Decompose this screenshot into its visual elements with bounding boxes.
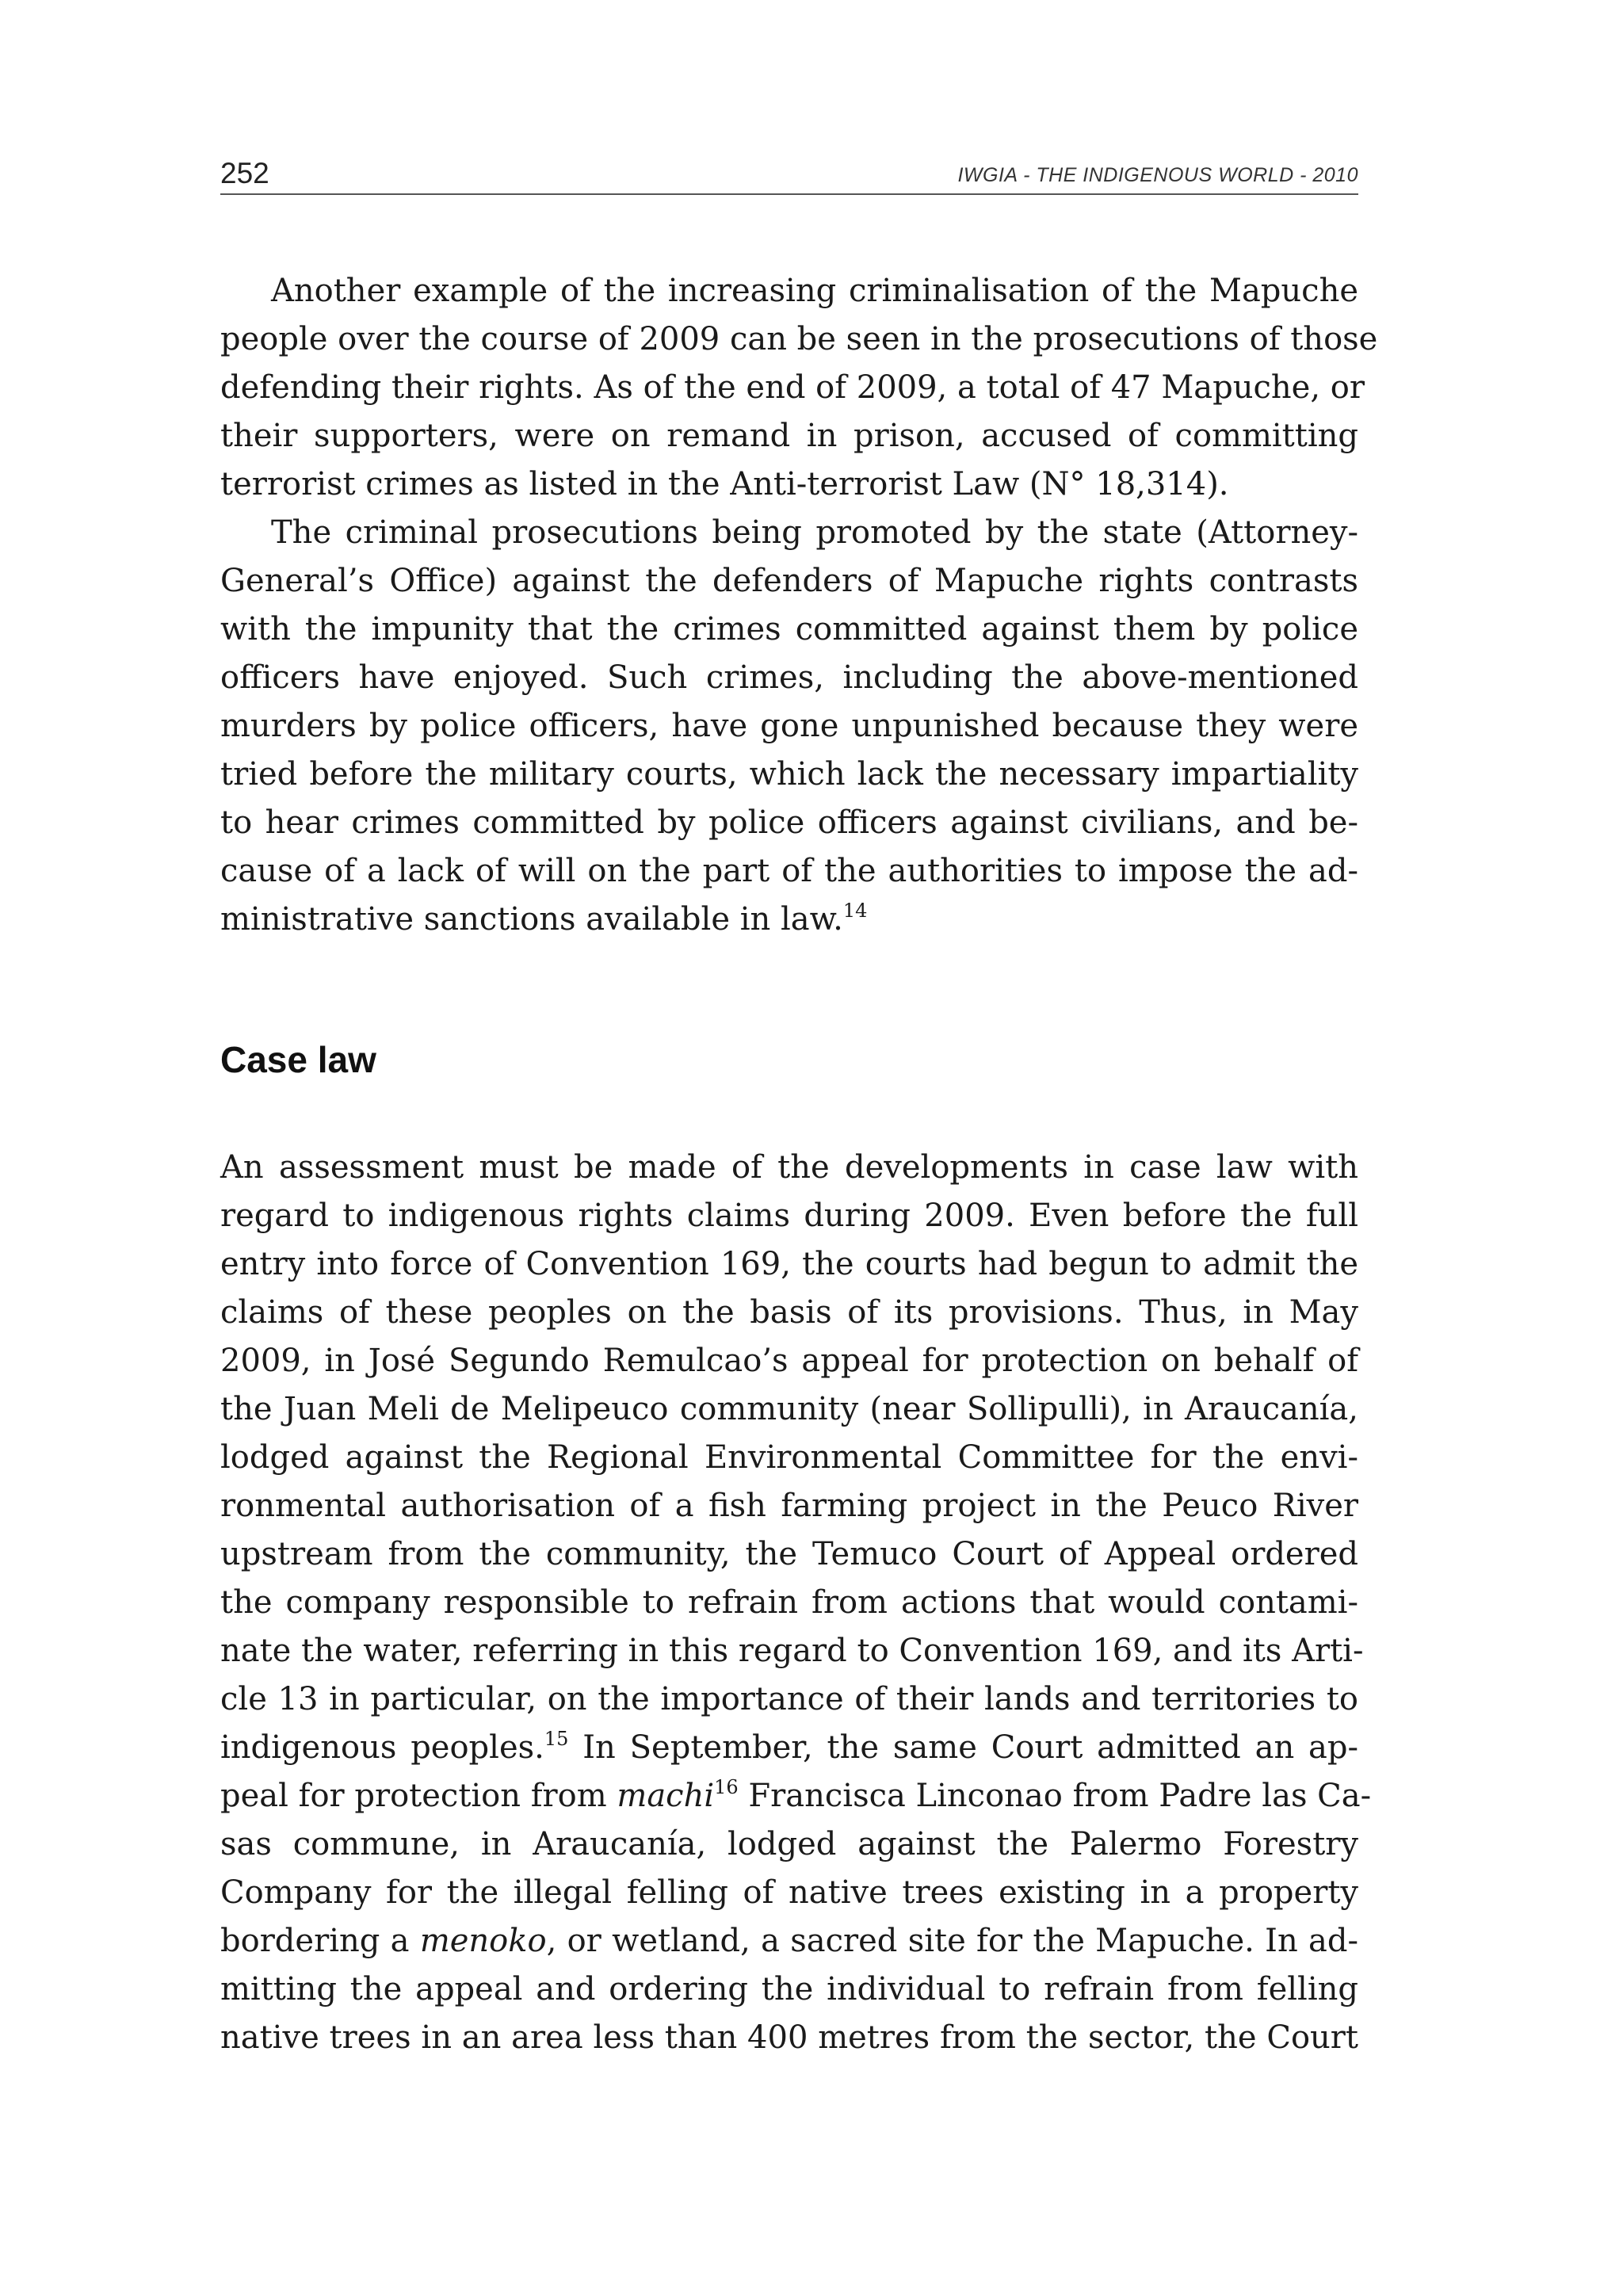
- paragraph-criminalisation: [220, 267, 1378, 509]
- text-line: native trees in an area less than 400 metres from the sector, the Court: [220, 2019, 1358, 2056]
- text-fragment: indigenous peoples.: [220, 1729, 544, 1766]
- text-line: The criminal prosecutions being promoted by the state (Attorney-: [271, 514, 1358, 551]
- text-line: cle 13 in particular, on the importance of their lands and territories to: [220, 1681, 1358, 1717]
- text-fragment: ministrative sanctions available in law.: [220, 901, 843, 938]
- text-line: entry into force of Convention 169, the courts had begun to admit the: [220, 1246, 1358, 1282]
- text-line: 2009, in José Segundo Remulcao’s appeal for protection on behalf of: [220, 1343, 1358, 1379]
- text-line: [220, 1724, 1358, 1772]
- text-line: An assessment must be made of the developments in case law with: [220, 1149, 1358, 1186]
- text-line: claims of these peoples on the basis of its provisions. Thus, in May: [220, 1294, 1358, 1331]
- text-line: people over the course of 2009 can be seen in the prosecutions of those: [220, 321, 1378, 357]
- text-line: the company responsible to refrain from actions that would contami-: [220, 1584, 1358, 1621]
- text-line: Company for the illegal felling of native trees existing in a property: [220, 1874, 1358, 1911]
- footnote-ref-14[interactable]: 14: [842, 900, 868, 922]
- text-fragment: bordering a: [220, 1923, 420, 1959]
- footnote-ref-15[interactable]: 15: [544, 1728, 569, 1750]
- text-line: General’s Office) against the defenders of Mapuche rights contrasts: [220, 563, 1358, 599]
- text-line: murders by police officers, have gone unpunished because they were: [220, 708, 1358, 744]
- text-line: mitting the appeal and ordering the individual to refrain from felling: [220, 1971, 1358, 2008]
- text-line: [220, 896, 1358, 944]
- text-line: their supporters, were on remand in prison, accused of committing: [220, 418, 1358, 454]
- text-fragment: Francisca Linconao from Padre las Ca-: [738, 1778, 1372, 1814]
- text-line: Another example of the increasing criminalisation of the Mapuche: [271, 273, 1358, 309]
- italic-term-menoko: menoko: [419, 1923, 547, 1959]
- paragraph-prosecutions: [220, 509, 1358, 944]
- text-line: with the impunity that the crimes committed against them by police: [220, 611, 1358, 648]
- page-number: 252: [220, 157, 269, 189]
- paragraph-case-law: [220, 1144, 1372, 2062]
- italic-term-machi: machi: [617, 1778, 715, 1814]
- running-head: IWGIA - THE INDIGENOUS WORLD - 2010: [957, 164, 1358, 186]
- section-heading: Case law: [220, 1039, 376, 1080]
- text-fragment: peal for protection from: [220, 1778, 617, 1814]
- page-header: [220, 152, 1358, 195]
- text-line: regard to indigenous rights claims during 2009. Even before the full: [220, 1198, 1358, 1234]
- text-line: defending their rights. As of the end of 2009, a total of 47 Mapuche, or: [220, 369, 1365, 406]
- text-line: the Juan Meli de Melipeuco community (near Sollipulli), in Araucanía,: [220, 1391, 1358, 1427]
- text-line: cause of a lack of will on the part of the authorities to impose the ad-: [220, 853, 1358, 889]
- text-line: tried before the military courts, which lack the necessary impartiality: [220, 756, 1358, 793]
- text-fragment: In September, the same Court admitted an ap-: [568, 1729, 1359, 1766]
- text-line: [220, 1917, 1358, 1966]
- footnote-ref-16[interactable]: 16: [714, 1776, 739, 1798]
- text-line: nate the water, referring in this regard to Convention 169, and its Arti-: [220, 1633, 1364, 1669]
- text-line: officers have enjoyed. Such crimes, including the above-mentioned: [220, 659, 1358, 696]
- text-line: ronmental authorisation of a fish farming project in the Peuco River: [220, 1488, 1358, 1524]
- text-line: to hear crimes committed by police officers against civilians, and be-: [220, 804, 1358, 841]
- text-line: upstream from the community, the Temuco Court of Appeal ordered: [220, 1536, 1358, 1572]
- text-line: lodged against the Regional Environmental Committee for the envi-: [220, 1439, 1358, 1476]
- text-line: sas commune, in Araucanía, lodged against the Palermo Forestry: [220, 1826, 1358, 1862]
- text-fragment: , or wetland, a sacred site for the Mapuche. In ad-: [546, 1923, 1358, 1959]
- text-line: terrorist crimes as listed in the Anti-terrorist Law (N° 18,314).: [220, 466, 1229, 502]
- text-line: [220, 1772, 1372, 1820]
